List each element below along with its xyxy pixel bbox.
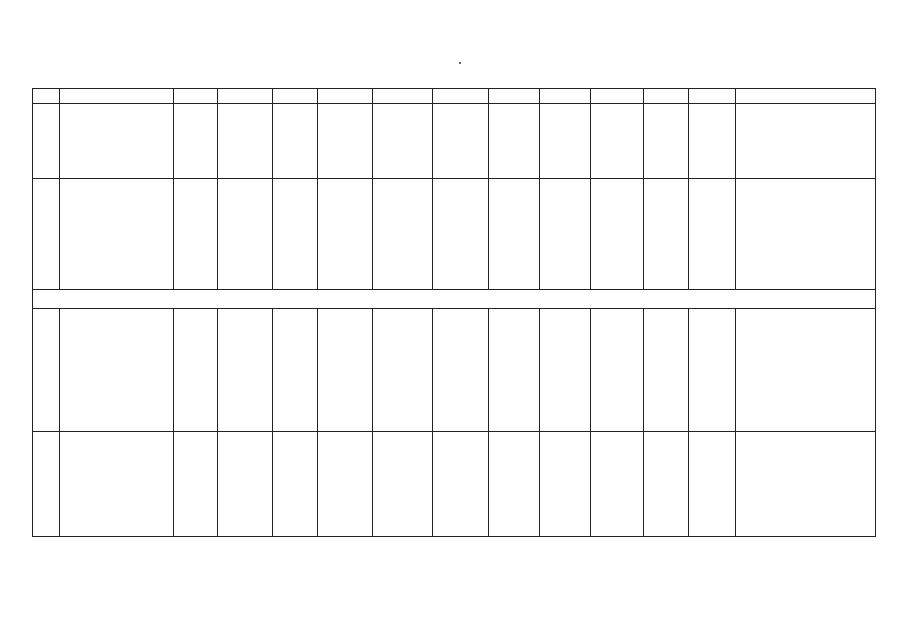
source-cell [736, 309, 876, 432]
value-cell [273, 309, 318, 432]
value-cell [373, 179, 433, 290]
header-cell [689, 89, 736, 104]
value-cell [540, 104, 591, 179]
value-cell [644, 179, 689, 290]
subprogram-heading [33, 290, 876, 309]
value-cell [591, 309, 644, 432]
value-cell [433, 309, 489, 432]
header-cell [60, 89, 174, 104]
indicator-cell [60, 179, 174, 290]
stray-mark [459, 62, 461, 64]
value-cell [218, 104, 273, 179]
value-cell [373, 432, 433, 537]
header-cell [433, 89, 489, 104]
value-cell [489, 432, 540, 537]
value-cell [591, 432, 644, 537]
header-cell [373, 89, 433, 104]
row-number-cell [33, 179, 60, 290]
header-cell [318, 89, 373, 104]
value-cell [540, 432, 591, 537]
value-cell [489, 104, 540, 179]
header-cell [540, 89, 591, 104]
table-header-row [33, 89, 876, 104]
header-cell [489, 89, 540, 104]
value-cell [540, 309, 591, 432]
table-row [33, 179, 876, 290]
table-row [33, 104, 876, 179]
value-cell [273, 104, 318, 179]
value-cell [218, 309, 273, 432]
header-cell [591, 89, 644, 104]
header-cell [33, 89, 60, 104]
source-cell [736, 179, 876, 290]
value-cell [433, 104, 489, 179]
value-cell [489, 179, 540, 290]
value-cell [689, 432, 736, 537]
unit-cell [174, 309, 218, 432]
row-number-cell [33, 432, 60, 537]
value-cell [433, 179, 489, 290]
unit-cell [174, 432, 218, 537]
value-cell [318, 309, 373, 432]
data-table [32, 88, 876, 537]
value-cell [540, 179, 591, 290]
indicator-cell [60, 432, 174, 537]
value-cell [689, 104, 736, 179]
header-cell [218, 89, 273, 104]
value-cell [373, 309, 433, 432]
value-cell [644, 104, 689, 179]
value-cell [689, 179, 736, 290]
value-cell [373, 104, 433, 179]
source-cell [736, 104, 876, 179]
row-number-cell [33, 104, 60, 179]
row-number-cell [33, 309, 60, 432]
subprogram-row [33, 290, 876, 309]
indicator-cell [60, 104, 174, 179]
value-cell [273, 179, 318, 290]
table-row [33, 432, 876, 537]
value-cell [644, 432, 689, 537]
value-cell [433, 432, 489, 537]
unit-cell [174, 179, 218, 290]
value-cell [689, 309, 736, 432]
header-cell [736, 89, 876, 104]
header-cell [174, 89, 218, 104]
value-cell [644, 309, 689, 432]
value-cell [591, 179, 644, 290]
source-cell [736, 432, 876, 537]
header-cell [644, 89, 689, 104]
table-row [33, 309, 876, 432]
value-cell [591, 104, 644, 179]
header-cell [273, 89, 318, 104]
value-cell [318, 179, 373, 290]
value-cell [489, 309, 540, 432]
value-cell [273, 432, 318, 537]
value-cell [218, 432, 273, 537]
value-cell [218, 179, 273, 290]
unit-cell [174, 104, 218, 179]
indicator-cell [60, 309, 174, 432]
value-cell [318, 104, 373, 179]
value-cell [318, 432, 373, 537]
